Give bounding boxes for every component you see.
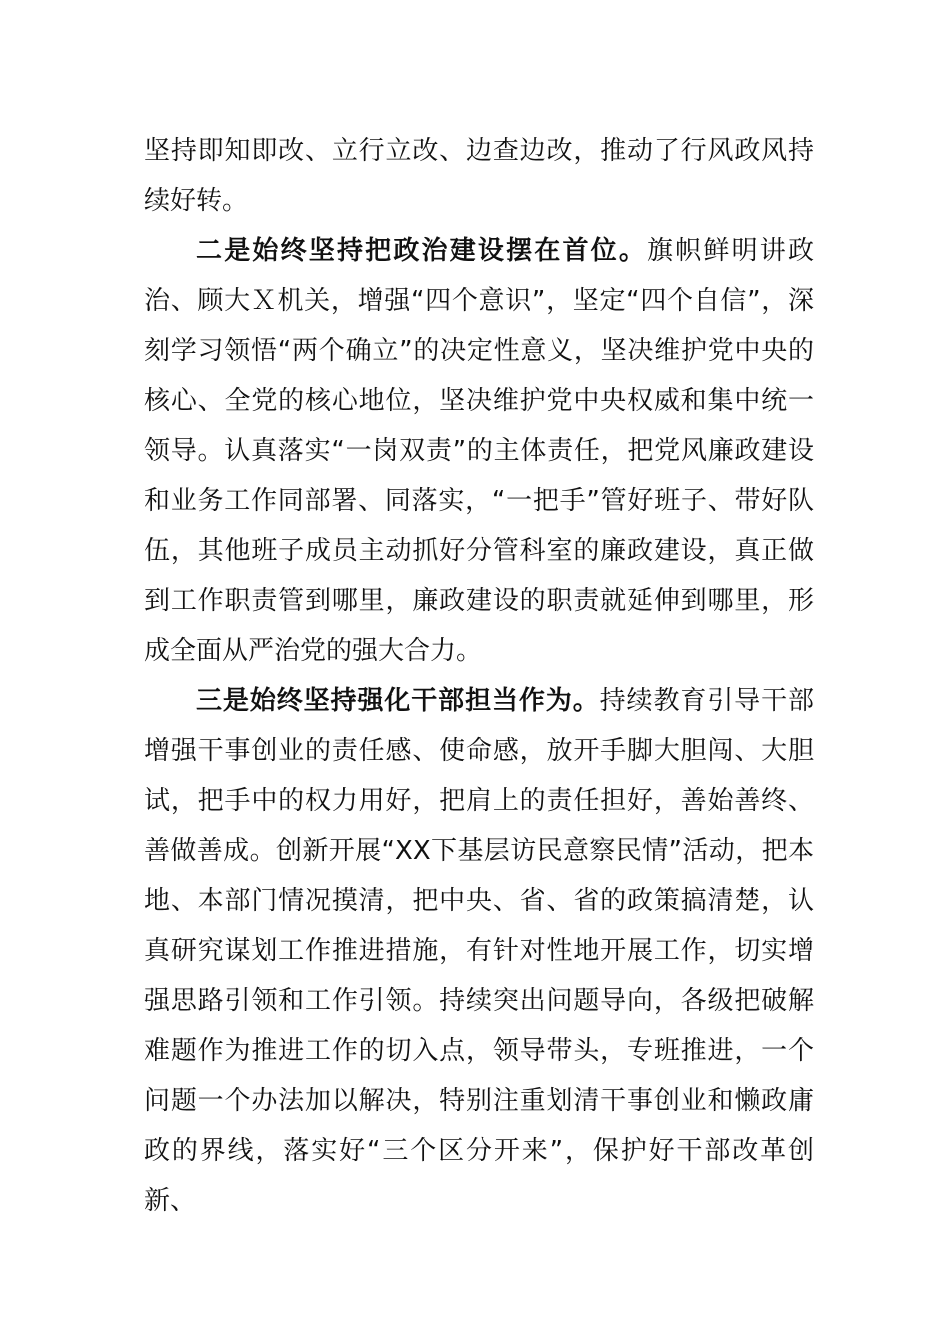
paragraph-cadre-responsibility — [144, 676, 814, 1226]
paragraph-2-text: 旗帜鲜明讲政治、顾大Ｘ机关，增强“四个意识”，坚定“四个自信”，深刻学习领悟“两个确立”的决定性意义，坚决维护党中央的核心、全党的核心地位，坚决维护党中央权威和集中统一领导。认真落实“一岗双责”的主体责任，把党风廉政建设和业务工作同部署、同落实，“一把手”管好班子、带好队伍，其他班子成员主动抓好分管科室的廉政建设，真正做到工作职责管到哪里，廉政建设的职责就延伸到哪里，形成全面从严治党的强大合力。 — [144, 236, 814, 666]
paragraph-2-lead: 二是始终坚持把政治建设摆在首位。 — [196, 236, 648, 266]
paragraph-1-text: 坚持即知即改、立行立改、边查边改，推动了行风政风持续好转。 — [144, 136, 814, 216]
paragraph-political-construction — [144, 226, 814, 676]
paragraph-3-text: 持续教育引导干部增强干事创业的责任感、使命感，放开手脚大胆闯、大胆试，把手中的权力用好，把肩上的责任担好，善始善终、善做善成。创新开展“XX下基层访民意察民情”活动，把本地、本部门情况摸清，把中央、省、省的政策搞清楚，认真研究谋划工作推进措施，有针对性地开展工作，切实增强思路引领和工作引领。持续突出问题导向，各级把破解难题作为推进工作的切入点，领导带头，专班推进，一个问题一个办法加以解决，特别注重划清干事创业和懒政庸政的界线，落实好“三个区分开来”，保护好干部改革创新、 — [144, 686, 814, 1216]
document-body — [144, 126, 814, 1226]
paragraph-continuation — [144, 126, 814, 226]
paragraph-3-lead: 三是始终坚持强化干部担当作为。 — [196, 686, 600, 716]
